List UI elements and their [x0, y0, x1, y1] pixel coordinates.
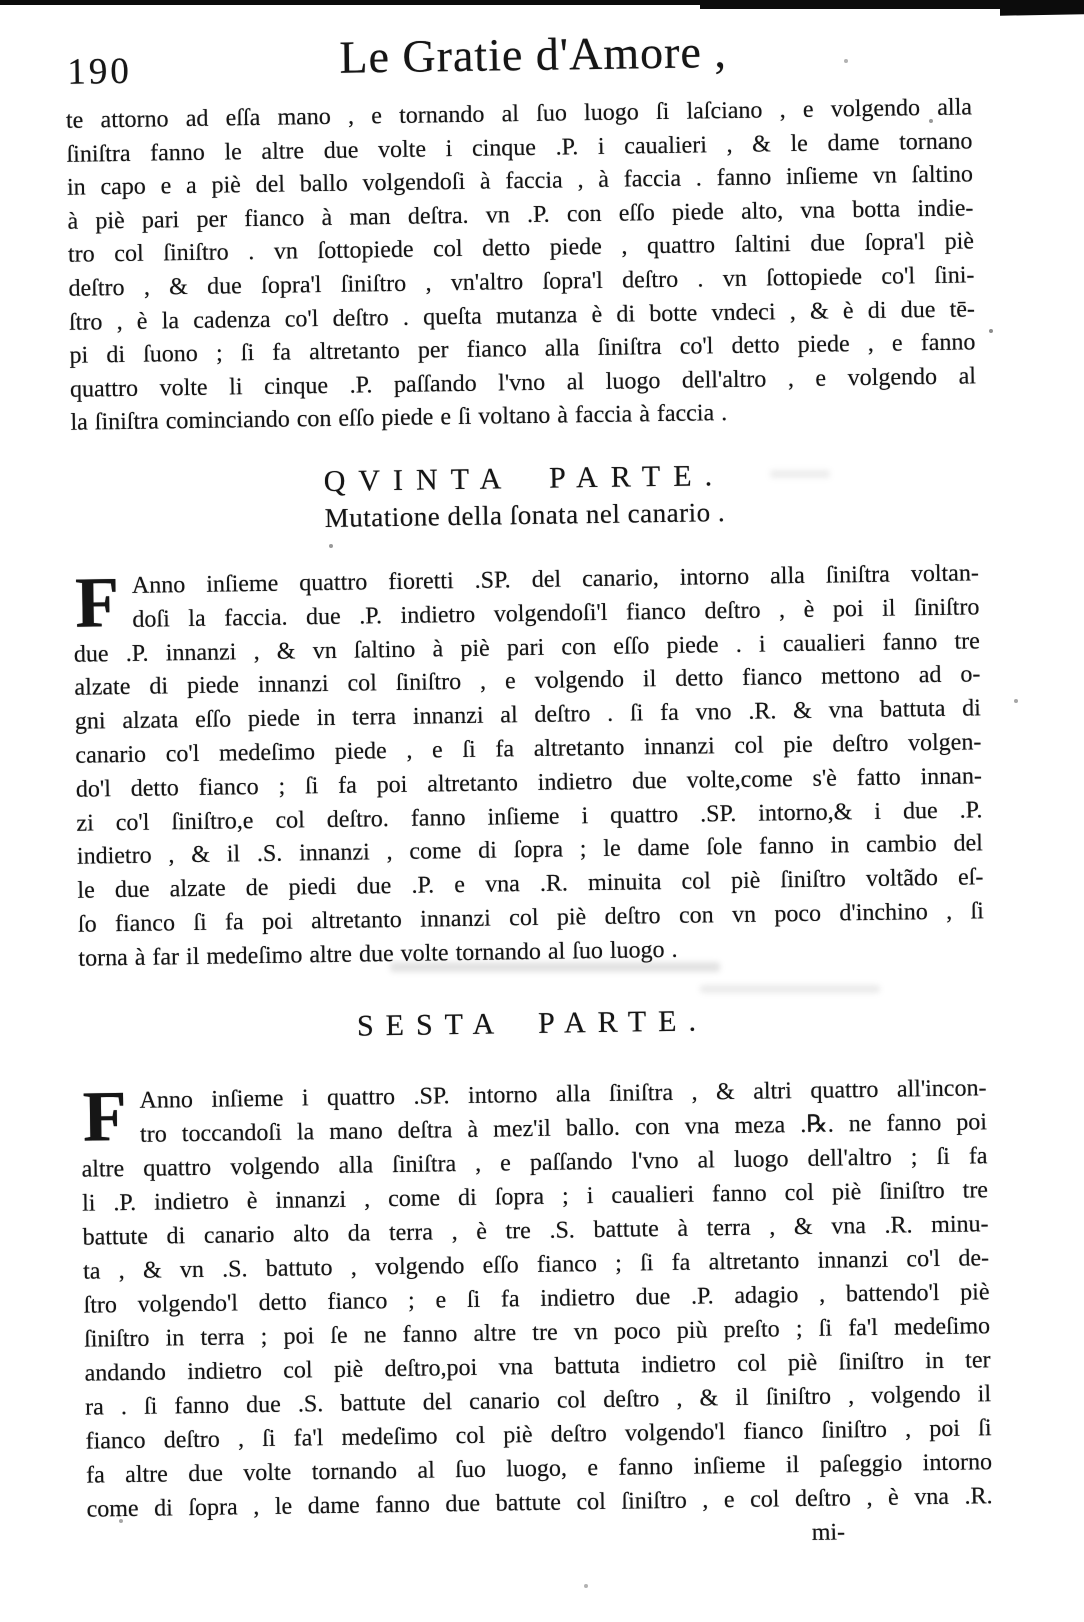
text-line: tro col ſiniſtro . vn ſottopiede col detto piede , quattro ſaltini due ſopra'l piè [67, 228, 975, 269]
text-line: ſtro volgendo'l detto fianco ; e ſi fa indietro due .P. adagio , battendo'l piè [83, 1278, 990, 1319]
scan-speckles [0, 0, 2, 2]
intro-paragraph [66, 91, 977, 440]
text-line: ta , & vn .S. battuto , volgendo eſſo fianco ; ſi fa altretanto innanzi co'l de- [82, 1244, 990, 1285]
text-line: li .P. indietro è innanzi , come di ſopra ; i caualieri fanno col piè ſiniſtro tre [81, 1176, 989, 1217]
text-line: deſtro , & due ſopra'l ſiniſtro , vn'altro ſopra'l deſtro . vn ſottopiede co'l ſini- [68, 262, 975, 302]
text-line: canario co'l medeſimo piede , e ſi fa altretanto innanzi col pie deſtro volgen- [75, 729, 982, 769]
drop-cap-initial: F [82, 1075, 128, 1157]
text-line: zi co'l ſiniſtro,e col deſtro. fanno inſieme i quattro .SP. intorno,& i due .P. [76, 796, 983, 837]
text-line: te attorno ad eſſa mano , e tornando al ſuo luogo ſi laſciano , e volgendo alla [65, 94, 973, 134]
quinta-parte-heading: QVINTA PARTE. [323, 458, 726, 498]
scan-corner-blob [1000, 0, 1084, 16]
text-line: le due alzate de piedi due .P. e vna .R. minuita col piè ſiniſtro voltãdo eſ- [77, 864, 984, 904]
text-line: doſi la faccia. due .P. indietro volgendoſi'l fianco deſtro , è poi il ſiniſtro [132, 594, 980, 633]
catchword: mi- [811, 1518, 846, 1546]
text-line: Anno inſieme quattro fioretti .SP. del canario, intorno alla ſiniſtra voltan- [131, 560, 980, 599]
text-line: ra . ſi fanno due .S. battute del canario col deſtro , & il ſiniſtro , volgendo il [84, 1380, 992, 1421]
sesta-paragraph [80, 1071, 992, 1526]
quinta-paragraph [73, 557, 985, 976]
text-line: tro toccandoſi la mano deſtra à mez'il ballo. con vna meza .℞. ne fanno poi [139, 1108, 988, 1148]
drop-cap-initial: F [74, 562, 120, 643]
text-line: do'l detto fianco ; ſi fa poi altretanto indietro due volte,come s'è fatto innan- [75, 763, 983, 803]
paragraph-lines [73, 557, 985, 976]
text-line: quattro volte li cinque .P. paſſando l'vno al luogo dell'altro , e volgendo al [69, 363, 977, 403]
text-line: come di ſopra , le dame fanno due battute col ſiniſtro , e col deſtro , è vna .R. [86, 1482, 993, 1523]
text-line: la ſiniſtra cominciando con eſſo piede e ſi voltano à faccia à faccia . [70, 400, 728, 437]
page-header [65, 21, 972, 98]
text-line: Anno inſieme i quattro .SP. intorno alla ſiniſtra , & altri quattro all'incon- [139, 1074, 987, 1114]
text-line: andando indietro col piè deſtro,poi vna battuta indietro col piè ſiniſtro in ter [84, 1346, 991, 1387]
text-line: ſiniſtra fanno le altre due volte i cinque .P. i caualieri , & le dame tornano [66, 127, 973, 168]
paragraph-lines [66, 91, 977, 440]
text-line: ſo fianco ſi fa poi altretanto innanzi col piè deſtro con vn poco d'inchino , ſi [77, 898, 985, 938]
text-line: alzate di piede innanzi col ſiniſtro , e volgendo il detto fianco mettono ad o- [74, 661, 981, 702]
text-line: fa altre due volte tornando al ſuo luogo, e fanno inſieme il paſeggio intorno [85, 1448, 993, 1489]
text-line: indietro , & il .S. innanzi , come di ſopra ; le dame ſole fanno in cambio del [76, 830, 984, 871]
text-line: torna à far il medeſimo altre due volte tornando al ſuo luogo . [78, 936, 678, 972]
text-line: à piè pari per fianco à man deſtra. vn .P. con eſſo piede alto, vna botta indie- [67, 195, 974, 235]
text-line: in capo e a piè del ballo volgendoſi à faccia , à faccia . fanno inſieme vn ſaltino [66, 161, 974, 201]
page [65, 21, 994, 1558]
quinta-parte-subheading: Mutatione della ſonata nel canario . [324, 496, 726, 533]
running-header: Le Gratie d'Amore , [338, 25, 728, 83]
text-line: due .P. innanzi , & vn ſaltino à piè pari con eſſo piede . i caualieri fanno tre [73, 627, 981, 668]
text-line: altre quattro volgendo alla ſiniſtra , e paſſando l'vno al luogo dell'altro ; ſi fa [81, 1142, 988, 1183]
text-line: fianco deſtro , ſi fa'l medeſimo col piè deſtro volgendo'l fianco ſiniſtro , poi ſi [85, 1414, 992, 1455]
text-line: gni alzata eſſo piede in terra innanzi al deſtro . ſi fa vno .R. & vna battuta di [74, 695, 982, 735]
text-line: pi di ſuono ; ſi fa altretanto per fianco alla ſiniſtra co'l detto piede , e fanno [69, 329, 976, 369]
text-line: battute di canario alto da terra , è tre .S. battute à terra , & vna .R. minu- [82, 1210, 989, 1251]
page-number: 190 [67, 50, 133, 93]
text-line: ſiniſtro in terra ; poi ſe ne fanno altre tre vn poco più preſto ; ſi fa'l medeſimo [83, 1312, 991, 1353]
text-line: ſtro , è la cadenza co'l deſtro . queſta mutanza è di botte vndeci , & è di due tē- [68, 295, 976, 336]
sesta-parte-heading: SESTA PARTE. [356, 1003, 709, 1043]
paragraph-lines [80, 1071, 992, 1526]
